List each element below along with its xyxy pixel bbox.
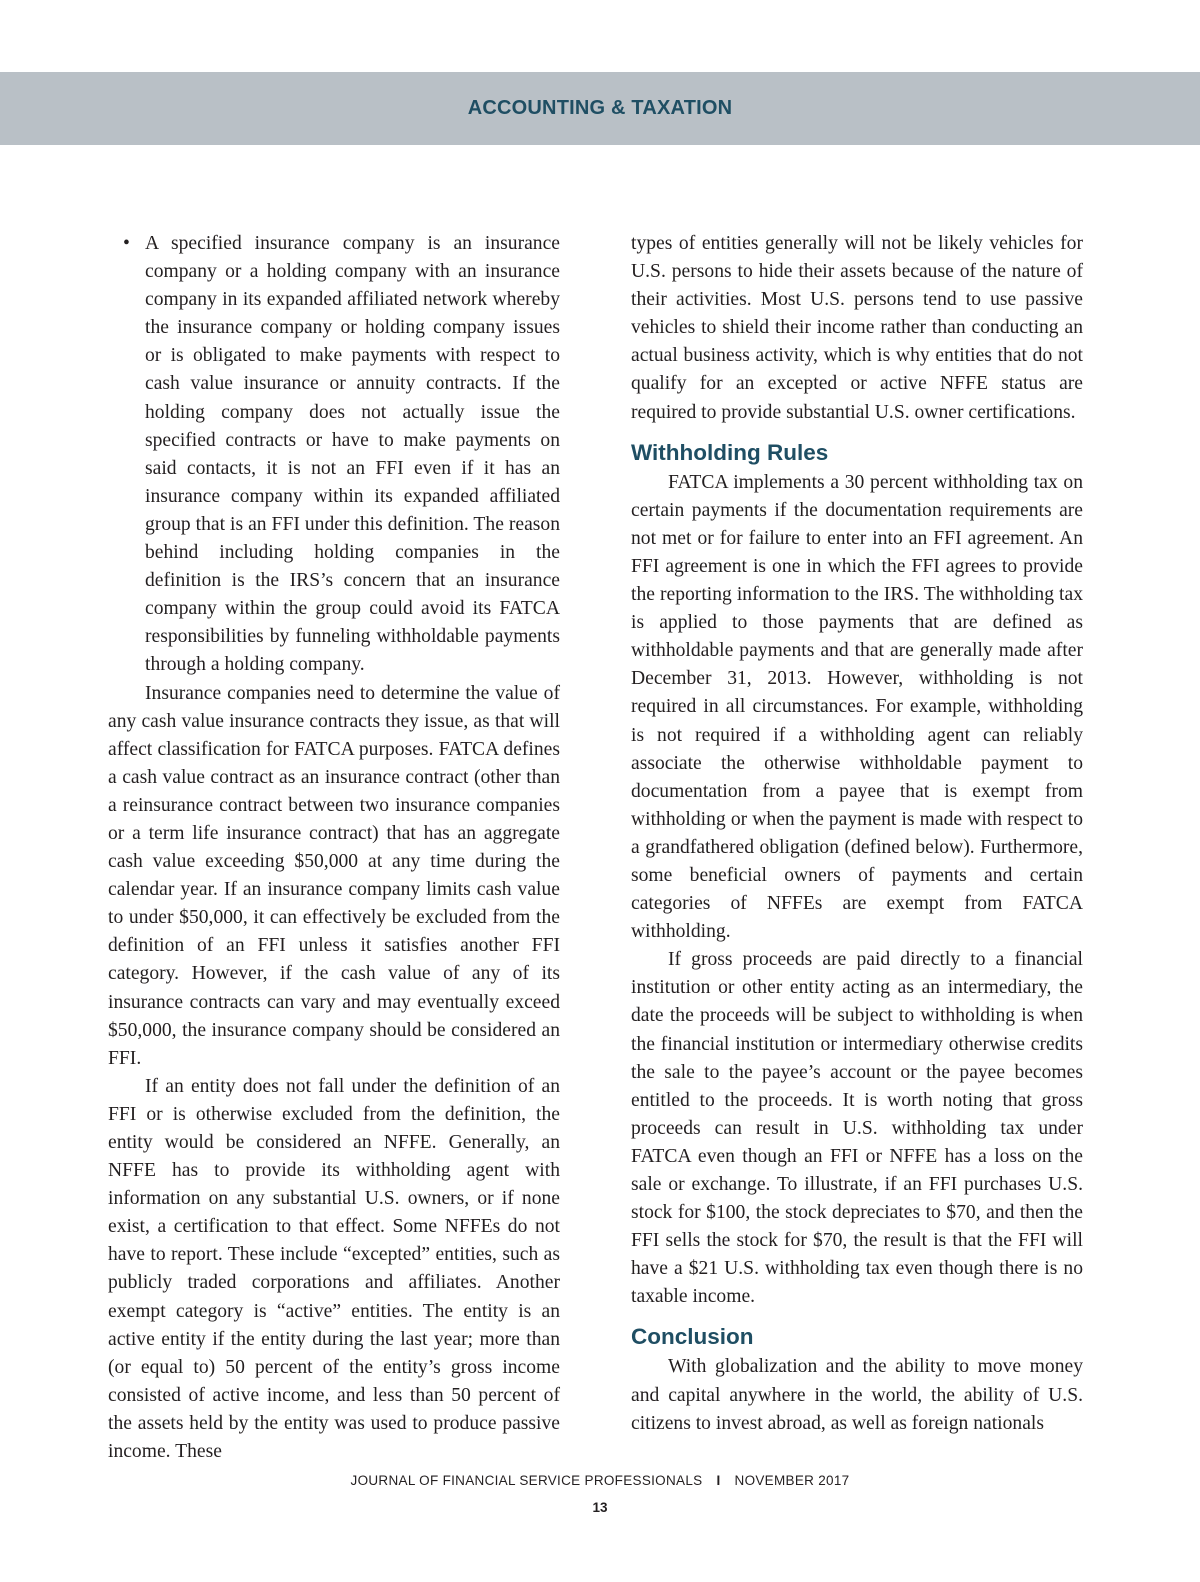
section-heading-withholding: Withholding Rules xyxy=(631,439,829,465)
section-title: ACCOUNTING & TAXATION xyxy=(467,97,733,119)
journal-name: JOURNAL OF FINANCIAL SERVICE PROFESSIONALS xyxy=(350,1473,703,1488)
page-number: 13 xyxy=(592,1500,608,1515)
section-heading-conclusion: Conclusion xyxy=(631,1324,754,1350)
body-paragraph: Insurance companies need to determine the value of any cash value insurance contracts they issue, as that will affect classification for FATCA purposes. FATCA defines a cash value contract as an insurance contract (other than a reinsurance contract between two insurance companies or a term life insurance contract) that has an aggregate cash value exceeding $50,000 at any time during the calendar year. If an insurance company limits cash value to under $50,000, it can effectively be excluded from the definition of an FFI unless it satisfies another FFI category. However, if the cash value of any of its insurance contracts can vary and may eventually exceed $50,000, the insurance company should be considered an FFI. xyxy=(108,682,560,1069)
body-paragraph: If gross proceeds are paid directly to a financial institution or other entity acting as an intermediary, the date the proceeds will be subject to withholding is when the financial institution or intermediary otherwise credits the sale to the payee’s account or the payee becomes entitled to the proceeds. It is worth noting that gross proceeds can result in U.S. withholding tax under FATCA even though an FFI or NFFE has a loss on the sale or exchange. To illustrate, if an FFI purchases U.S. stock for $100, the stock depreciates to $70, and then the FFI sells the stock for $70, the result is that the FFI will have a $21 U.S. withholding tax even though there is no taxable income. xyxy=(631,949,1083,1308)
right-column xyxy=(631,230,1083,1438)
bullet-icon: • xyxy=(123,233,130,254)
body-paragraph-continued: types of entities generally will not be likely vehicles for U.S. persons to hide their assets because of the nature of their activities. Most U.S. persons tend to use passive vehicles to shield their income rather than conducting an actual business activity, which is why entities that do not qualify for an excepted or active NFFE status are required to provide substantial U.S. owner certifications. xyxy=(631,233,1083,423)
bullet-list xyxy=(108,230,560,680)
list-item xyxy=(123,230,560,680)
page-footer xyxy=(0,1473,1200,1488)
left-column xyxy=(108,230,560,1466)
body-paragraph: FATCA implements a 30 percent withholding tax on certain payments if the documentation requirements are not met or for failure to enter into an FFI agreement. An FFI agreement is one in which the FFI agrees to provide the reporting information to the IRS. The withholding tax is applied to those payments that are defined as withholdable payments and that are generally made after December 31, 2013. However, withholding is not required in all circumstances. For example, withholding is not required if a withholding agent can reliably associate the otherwise withholdable payment to documentation from a payee that is exempt from withholding or when the payment is made with respect to a grandfathered obligation (defined below). Furthermore, some beneficial owners of payments and certain categories of NFFEs are exempt from FATCA withholding. xyxy=(631,471,1083,943)
section-header-band xyxy=(0,72,1200,145)
footer-separator: I xyxy=(716,1473,721,1488)
body-paragraph: If an entity does not fall under the definition of an FFI or is otherwise excluded from the definition, the entity would be considered an NFFE. Generally, an NFFE has to provide its withholding agent with information on any substantial U.S. owners, or if none exist, a certification to that effect. Some NFFEs do not have to report. These include “excepted” entities, such as publicly traded corporations and affiliates. Another exempt category is “active” entities. The entity is an active entity if the entity during the last year; more than (or equal to) 50 percent of the entity’s gross income consisted of active income, and less than 50 percent of the assets held by the entity was used to produce passive income. These xyxy=(108,1075,560,1463)
issue-date: NOVEMBER 2017 xyxy=(734,1473,850,1488)
body-paragraph: With globalization and the ability to move money and capital anywhere in the world, the ability of U.S. citizens to invest abroad, as well as foreign nationals xyxy=(631,1356,1083,1434)
bullet-text: A specified insurance company is an insurance company or a holding company with an insurance company in its expanded affiliated network whereby the insurance company or holding company issues or is obligated to make payments with respect to cash value insurance or annuity contracts. If the holding company does not actually issue the specified contracts or have to make payments on said contacts, it is not an FFI even if it has an insurance company within its expanded affiliated group that is an FFI under this definition. The reason behind including holding companies in the definition is the IRS’s concern that an insurance company within the group could avoid its FATCA responsibilities by funneling withholdable payments through a holding company. xyxy=(145,233,560,676)
